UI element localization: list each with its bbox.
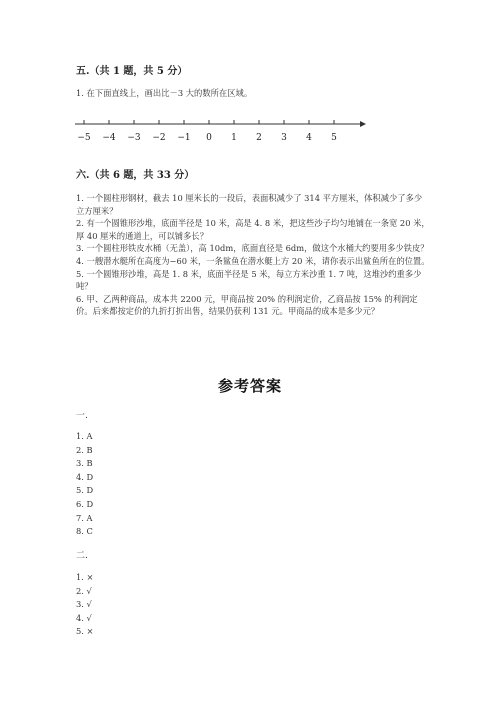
number-line-tick-label: 4 bbox=[306, 133, 312, 143]
number-line-tick-label: −1 bbox=[177, 133, 191, 143]
answers-part1-heading: 一. bbox=[76, 411, 88, 421]
answers-part1-list bbox=[76, 430, 93, 539]
number-line-tick-label: −3 bbox=[127, 133, 141, 143]
number-line-tick-label: −5 bbox=[77, 133, 91, 143]
number-line-arrow-icon bbox=[360, 121, 366, 127]
answer-item: 4. √ bbox=[76, 612, 92, 623]
answers-part2-heading: 二. bbox=[76, 551, 88, 561]
number-line-tick-label: 3 bbox=[281, 133, 287, 143]
number-line-tick-label: 2 bbox=[256, 133, 262, 143]
section6-heading: 六.（共 6 题，共 33 分） bbox=[76, 170, 195, 181]
answers-part2-list bbox=[76, 571, 94, 639]
answer-item: 8. C bbox=[76, 526, 93, 537]
answer-item: 1. A bbox=[76, 431, 93, 441]
section6-question-4: 4. 一艘潜水艇所在高度为−60 米，一条鲨鱼在潜水艇上方 20 米，请你表示出鲨鱼所在的位置。 bbox=[76, 255, 430, 266]
answer-item: 6. D bbox=[76, 498, 94, 509]
number-line-ticks bbox=[77, 120, 337, 143]
section6-question-1: 1. 一个圆柱形钢材，截去 10 厘米长的一段后，表面积减少了 314 平方厘米，体积减少了多少立方厘米？ bbox=[76, 193, 423, 216]
answer-key-title: 参考答案 bbox=[217, 377, 282, 395]
number-line-tick-label: 0 bbox=[206, 133, 212, 143]
section6-question-3: 3. 一个圆柱形铁皮水桶（无盖），高 10dm，底面直径是 6dm，做这个水桶大约要用多少铁皮？ bbox=[76, 243, 429, 254]
number-line-tick-label: 5 bbox=[331, 133, 337, 143]
number-line-tick-label: 1 bbox=[231, 133, 237, 143]
section6-question-6: 6. 甲、乙两种商品，成本共 2200 元，甲商品按 20% 的利润定价，乙商品按 15% 的利润定价。后来都按定价的九折打折出售，结果仍获利 131 元。甲商品的成本是多少元？ bbox=[76, 293, 418, 317]
section6-question-5: 5. 一个圆锥形沙堆，高是 1. 8 米，底面半径是 5 米，每立方米沙重 1. 7 吨，这堆沙约重多少吨？ bbox=[76, 268, 422, 292]
section6-questions bbox=[76, 192, 430, 318]
answer-item: 5. × bbox=[76, 626, 94, 637]
answer-item: 2. √ bbox=[76, 585, 92, 596]
answer-item: 1. × bbox=[76, 572, 94, 582]
answer-item: 3. √ bbox=[76, 599, 92, 610]
section5-question-1: 1. 在下面直线上，画出比－3 大的数所在区域。 bbox=[76, 88, 253, 98]
answer-item: 5. D bbox=[76, 485, 94, 496]
number-line-tick-label: −4 bbox=[102, 133, 116, 143]
number-line-tick-label: −2 bbox=[152, 133, 166, 143]
number-line bbox=[70, 118, 370, 148]
answer-item: 3. B bbox=[76, 458, 93, 469]
section6-question-2: 2. 有一个圆锥形沙堆，底面半径是 10 米，高是 4. 8 米，把这些沙子均匀地铺在一条宽 20 米，厚 40 厘米的通道上，可以铺多长？ bbox=[76, 218, 430, 241]
answer-item: 2. B bbox=[76, 444, 93, 455]
answer-item: 4. D bbox=[76, 471, 94, 482]
section5-heading: 五.（共 1 题，共 5 分） bbox=[76, 66, 188, 77]
answer-item: 7. A bbox=[76, 512, 93, 523]
